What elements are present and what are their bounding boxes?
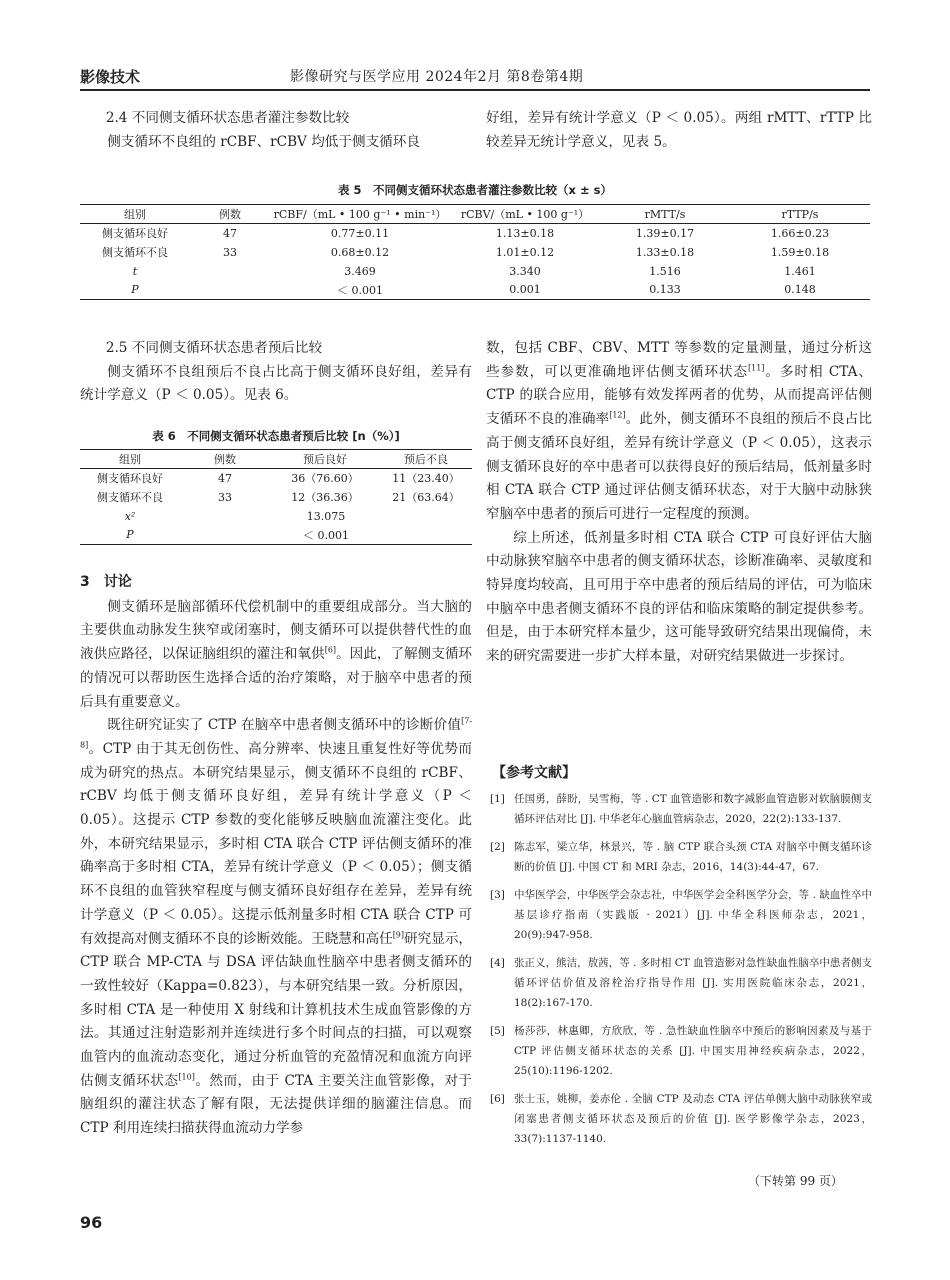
table6 (80, 449, 472, 545)
discussion-paragraph-1: 侧支循环是脑部循环代偿机制中的重要组成部分。当大脑的主要供血动脉发生狭窄或闭塞时，侧支循环可以提供替代性的血液供应路径，以保证脑组织的灌注和氧供[6]。因此，了解侧支循环的情况可以帮助医生选择合适的治疗策略，对于脑卒中患者的预后具有重要意义。 (80, 598, 473, 710)
table5-cell: 0.77±0.11 (330, 226, 390, 240)
table5-cell: 3.340 (509, 264, 541, 278)
table6-chi-value: 13.075 (306, 509, 346, 523)
section-2-4-text-continued: 好组，差异有统计学意义（P ＜ 0.05）。两组 rMTT、rTTP 比较差异无统计学意义，见表 5。 (486, 110, 872, 150)
table5-header: 组别 (80, 205, 190, 224)
reference-number: [2] (490, 841, 505, 853)
section-2-4-text: 侧支循环不良组的 rCBF、rCBV 均低于侧支循环良 (107, 133, 420, 150)
table5-cell: 侧支循环良好 (102, 227, 168, 241)
reference-number: [1] (490, 793, 505, 805)
left-column (80, 337, 472, 408)
table6-cell: 侧支循环不良 (97, 491, 163, 504)
conclusion-paragraph: 综上所述，低剂量多时相 CTA 联合 CTP 可良好评估大脑中动脉狭窄脑卒中患者的侧支循环状态，诊断准确率、灵敏度和特异度均较高，且可用于卒中患者的预后结局的评估，可为临床中脑卒中患者侧支循环不良的评估和临床策略的制定提供参考。但是，由于本研究样本量少，这可能导致研究结果出现偏倚，未来的研究需要进一步扩大样本量，对研究结果做进一步探讨。 (486, 529, 872, 665)
citation: [6] (324, 645, 337, 655)
table6-header: 预后不良 (380, 450, 472, 469)
table5-cell: 0.133 (600, 281, 730, 300)
reference-number: [5] (490, 1025, 505, 1037)
discussion-paragraph-3: 数，包括 CBF、CBV、MTT 等参数的定量测量，通过分析这些参数，可以更准确地评估侧支循环状态[11]。多时相 CTA、CTP 的联合应用，能够有效发挥两者的优势，从而提高评估侧支循环不良的准确率[12]。此外，侧支循环不良组的预后不良占比高于侧支循环良好组，差异有统计学意义（P ＜ 0.05），这表示侧支循环良好的卒中患者可以获得良好的预后结局，低剂量多时相 CTA 联合 CTP 通过评估侧支循环状态，对于大脑中动脉狭窄脑卒中患者的预后可进行一定程度的预测。 (486, 340, 873, 522)
continued-note: （下转第 99 页） (748, 1174, 843, 1188)
table6-cell: 11（23.40） (392, 472, 460, 486)
table5-header: rMTT/s (600, 205, 730, 224)
table6-p-value: ＜ 0.001 (180, 526, 472, 545)
table6-cell: 12（36.36） (291, 491, 359, 504)
references-title: 【参考文献】 (492, 765, 576, 781)
table5-cell: 1.33±0.18 (635, 245, 695, 259)
reference-text: 陈志军，梁立华，林景兴，等 . 脑 CTP 联合头颈 CTA 对脑卒中侧支循环诊断的价值 [J]. 中国 CT 和 MRI 杂志，2016，14(3):44-47，67. (514, 841, 872, 873)
table-row (80, 526, 472, 545)
reference-item (486, 1089, 872, 1149)
reference-number: [6] (490, 1093, 505, 1105)
table6-cell: 36（76.60） (291, 472, 359, 486)
table6-chi-label: x² (124, 509, 136, 523)
table5-caption: 表 5 不同侧支循环状态患者灌注参数比较（x ± s） (338, 183, 612, 197)
right-column (486, 337, 872, 669)
table5-cell: 1.13±0.18 (495, 226, 555, 240)
table6-caption: 表 6 不同侧支循环状态患者预后比较 [n（%）] (152, 429, 400, 443)
citation: [11] (748, 363, 765, 373)
table-row (80, 488, 472, 507)
table-row (80, 281, 870, 300)
table5-header: rCBF/（mL • 100 g⁻¹ • min⁻¹） (270, 205, 450, 224)
table6-cell: 47 (218, 471, 232, 485)
citation: [12] (609, 410, 626, 420)
citation: [7-8] (80, 716, 472, 750)
journal-title: 影像研究与医学应用 2024年2月 第8卷第4期 (290, 69, 584, 85)
table-row (80, 507, 472, 526)
header-rule (80, 89, 870, 91)
table6-cell: 21（63.64） (392, 491, 460, 504)
table5-cell: 0.001 (450, 281, 600, 300)
table5-cell: 3.469 (344, 264, 376, 278)
page-number: 96 (80, 1213, 103, 1232)
reference-item (486, 789, 872, 829)
references-list (486, 789, 872, 1157)
table5-cell: t (132, 264, 138, 278)
discussion-paragraph-2: 既往研究证实了 CTP 在脑卒中患者侧支循环中的诊断价值[7-8]。CTP 由于其无创伤性、高分辨率、快速且重复性好等优势而成为研究的热点。本研究结果显示，侧支循环不良组的 rCBF、rCBV 均低于侧支循环良好组，差异有统计学意义（P ＜ 0.05）。这提示 CTP 参数的变化能够反映脑血流灌注变化。此外，本研究结果显示，多时相 CTA 联合 CTP 评估侧支循环的准确率高于多时相 CTA，差异有统计学意义（P ＜ 0.05）；侧支循环不良组的血管狭窄程度与侧支循环良好组存在差异，差异有统计学意义（P ＜ 0.05）。这提示低剂量多时相 CTA 联合 CTP 可有效提高对侧支循环不良的诊断效能。王晓慧和高任[9]研究显示，CTP 联合 MP-CTA 与 DSA 评估缺血性脑卒中患者侧支循环的一致性较好（Kappa=0.823），与本研究结果一致。分析原因，多时相 CTA 是一种使用 X 射线和计算机技术生成血管影像的方法。其通过注射造影剂并连续进行多个时间点的扫描，可以观察血管内的血流动态变化，通过分析血管的充盈情况和血流方向评估侧支循环状态[10]。然而，由于 CTA 主要关注血管影像，对于脑组织的灌注状态了解有限，无法提供详细的脑灌注信息。而 CTP 利用连续扫描获得血流动力学参 (80, 716, 473, 1137)
reference-text: 任国勇，薛盼，吴雪梅，等 . CT 血管造影和数字减影血管造影对软脑膜侧支循环评估对比 [J]. 中华老年心脑血管病杂志，2020，22(2):133-137. (514, 793, 872, 825)
table5-cell: 47 (223, 226, 237, 240)
section-2-4-title: 2.4 不同侧支循环状态患者灌注参数比较 (105, 110, 350, 126)
table-row (80, 243, 870, 262)
citation: [10] (178, 1072, 195, 1082)
table5 (80, 204, 870, 300)
table5-cell: 0.148 (730, 281, 870, 300)
citation: [9] (392, 930, 405, 940)
table-row (80, 262, 870, 281)
section-2-4-left (80, 107, 472, 154)
table5-cell: 1.461 (784, 264, 816, 278)
reference-item (486, 1021, 872, 1081)
reference-text: 杨莎莎，林惠卿，方欣欣，等 . 急性缺血性脑卒中预后的影响因素及与基于 CTP 评估侧支循环状态的关系 [J]. 中国实用神经疾病杂志，2022，25(10):1196-1202. (514, 1025, 872, 1077)
table5-cell (190, 281, 270, 300)
table5-cell: 1.39±0.17 (635, 226, 695, 240)
table5-cell: 1.516 (649, 264, 681, 278)
reference-text: 张正义，熊洁，敖茜，等 . 多时相 CT 血管造影对急性缺血性脑卒中患者侧支循环评估价值及溶栓治疗指导作用 [J]. 实用医院临床杂志，2021，18(2):167-170. (514, 957, 872, 1009)
table6-cell: 33 (218, 490, 232, 504)
reference-item (486, 837, 872, 877)
journal-section-label: 影像技术 (80, 68, 141, 86)
table5-cell: 侧支循环不良 (102, 246, 168, 259)
section-2-5-title: 2.5 不同侧支循环状态患者预后比较 (105, 340, 323, 356)
table6-p-label: P (80, 526, 180, 545)
table6-cell: 侧支循环良好 (97, 472, 163, 486)
reference-number: [4] (490, 957, 505, 969)
discussion-title: 3 讨论 (80, 574, 132, 590)
table5-cell: ＜ 0.001 (270, 281, 450, 300)
table5-cell: 1.59±0.18 (770, 245, 830, 259)
table5-header: 例数 (190, 205, 270, 224)
table5-cell: P (80, 281, 190, 300)
table5-cell: 1.01±0.12 (495, 245, 555, 259)
table5-cell (190, 262, 270, 281)
reference-item (486, 953, 872, 1013)
reference-number: [3] (490, 889, 505, 901)
table6-header: 组别 (80, 450, 180, 469)
table-row (80, 224, 870, 243)
table5-cell: 33 (223, 245, 237, 259)
table6-header: 例数 (180, 450, 270, 469)
table5-header: rTTP/s (730, 205, 870, 224)
section-2-4-right (486, 107, 872, 154)
table-row (80, 469, 472, 488)
discussion-column (80, 571, 472, 1141)
reference-text: 张士玉，姚柳，姜赤伦 . 全脑 CTP 及动态 CTA 评估单侧大脑中动脉狭窄或闭塞患者侧支循环状态及预后的价值 [J]. 医学影像学杂志，2023，33(7):1137-1140. (514, 1093, 872, 1145)
reference-item (486, 885, 872, 945)
table5-header: rCBV/（mL • 100 g⁻¹） (450, 205, 600, 224)
table6-header: 预后良好 (270, 450, 380, 469)
reference-text: 中华医学会，中华医学会杂志社，中华医学会全科医学分会，等 . 缺血性卒中基层诊疗指南（实践版 · 2021）[J]. 中华全科医师杂志，2021，20(9):947-958. (514, 889, 872, 941)
section-2-5-text: 侧支循环不良组预后不良占比高于侧支循环良好组，差异有统计学意义（P ＜ 0.05）。见表 6。 (80, 363, 472, 404)
table5-cell: 1.66±0.23 (770, 226, 830, 240)
table5-cell: 0.68±0.12 (330, 245, 390, 259)
